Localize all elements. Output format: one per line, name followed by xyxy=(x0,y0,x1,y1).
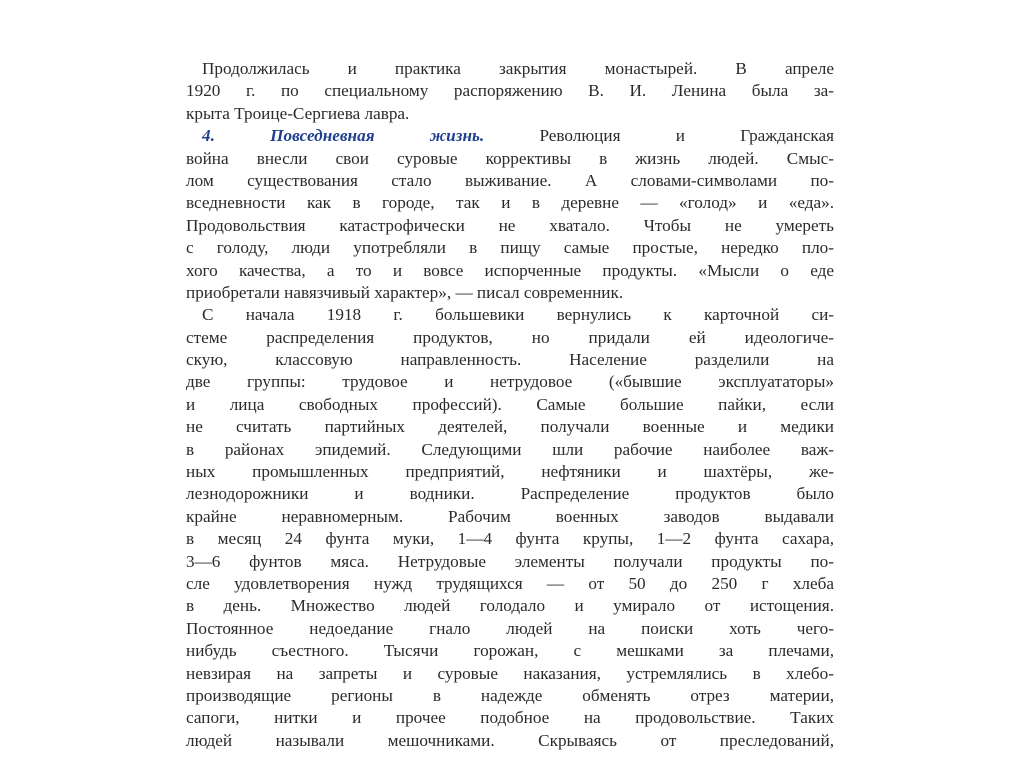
text-line: и лица свободных профессий). Самые большие пайки, если xyxy=(186,394,834,414)
text-line: Постоянное недоедание гнало людей на поиски хоть чего- xyxy=(186,618,834,638)
text-line: хого качества, а то и вовсе испорченные продукты. «Мысли о еде xyxy=(186,260,834,280)
paragraph-rationing xyxy=(186,304,834,752)
text-line: 3—6 фунтов мяса. Нетрудовые элементы получали продукты по- xyxy=(186,551,834,571)
text-line: производящие регионы в надежде обменять отрез материи, xyxy=(186,685,834,705)
text-line: скую, классовую направленность. Население разделили на xyxy=(186,350,834,370)
text-line: в месяц 24 фунта муки, 1—4 фунта крупы, 1—2 фунта сахара, xyxy=(186,529,834,549)
text-line: нибудь съестного. Тысячи горожан, с мешками за плечами, xyxy=(186,641,834,661)
section-first-line xyxy=(186,125,834,147)
text-line: сле удовлетворения нужд трудящихся — от 50 до 250 г хлеба xyxy=(186,573,834,593)
text-line: в день. Множество людей голодало и умирало от истощения. xyxy=(186,596,834,616)
text-line: война внесли свои суровые коррективы в жизнь людей. Смыс- xyxy=(186,148,834,168)
text-line: лезнодорожники и водники. Распределение продуктов было xyxy=(186,484,834,504)
text-line: не считать партийных деятелей, получали военные и медики xyxy=(186,417,834,437)
section-everyday-life xyxy=(186,125,834,304)
text-line: Продовольствия катастрофически не хватало. Чтобы не умереть xyxy=(186,215,834,235)
text-line: вседневности как в городе, так и в деревне — «голод» и «еда». xyxy=(186,193,834,213)
text-line: ных промышленных предприятий, нефтяники и шахтёры, же- xyxy=(186,462,834,482)
text-line: лом существования стало выживание. А словами-символами по- xyxy=(186,170,834,190)
text-line: приобретали навязчивый характер», — писал современник. xyxy=(186,282,624,302)
text-line: Продолжилась и практика закрытия монастырей. В апреле xyxy=(202,59,834,78)
text-line: в районах эпидемий. Следующими шли рабочие наиболее важ- xyxy=(186,439,834,459)
text-line: крайне неравномерным. Рабочим военных заводов выдавали xyxy=(186,506,834,526)
text-fragment: Революция и Гражданская xyxy=(539,126,834,146)
textbook-text xyxy=(186,58,834,752)
text-line: 1920 г. по специальному распоряжению В. И. Ленина была за- xyxy=(186,81,834,101)
text-line: стеме распределения продуктов, но придали ей идеологиче- xyxy=(186,327,834,347)
text-line: людей называли мешочниками. Скрываясь от преследований, xyxy=(186,730,834,750)
text-line: С начала 1918 г. большевики вернулись к карточной си- xyxy=(202,305,834,325)
text-line: сапоги, нитки и прочее подобное на продовольствие. Таких xyxy=(186,708,834,728)
text-line: две группы: трудовое и нетрудовое («бывшие эксплуататоры» xyxy=(186,372,834,392)
section-heading: 4. Повседневная жизнь. xyxy=(202,126,485,146)
paragraph-monasteries xyxy=(186,58,834,125)
text-line: с голоду, люди употребляли в пищу самые простые, нередко пло- xyxy=(186,238,834,258)
text-line: невзирая на запреты и суровые наказания, устремлялись в хлебо- xyxy=(186,663,834,683)
text-line: крыта Троице-Сергиева лавра. xyxy=(186,103,410,123)
